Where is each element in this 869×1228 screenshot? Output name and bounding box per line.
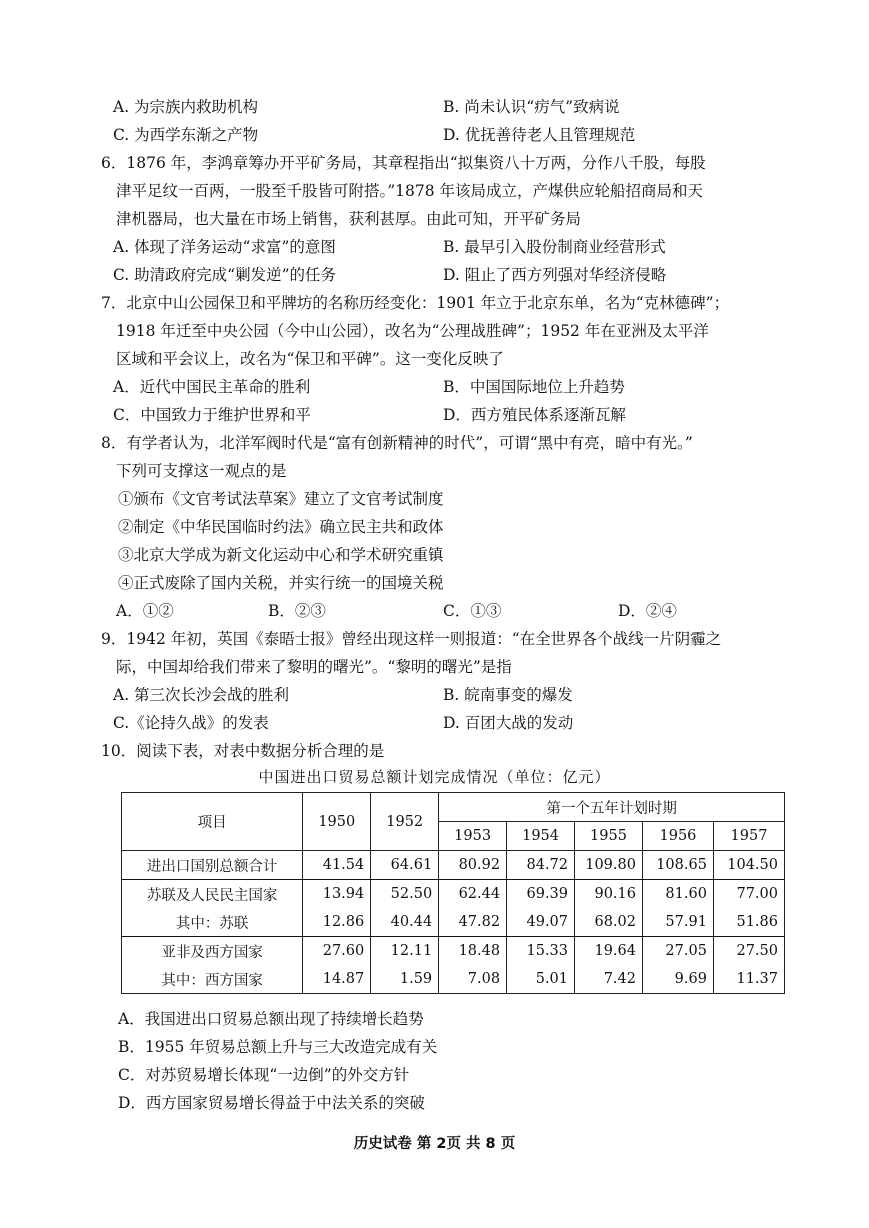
q8-item-3: ③北京大学成为新文化运动中心和学术研究重镇 — [118, 546, 444, 564]
table-cell: 90.16 — [575, 880, 643, 909]
row-label: 亚非及西方国家 — [122, 937, 303, 966]
header-year-1957: 1957 — [713, 822, 784, 851]
table-cell: 68.02 — [575, 908, 643, 937]
q8-item-4: ④正式废除了国内关税，并实行统一的国境关税 — [118, 574, 444, 592]
table-cell: 84.72 — [507, 851, 575, 880]
header-year-1950: 1950 — [303, 793, 371, 851]
q6-option-d: D. 阻止了西方列强对华经济侵略 — [443, 266, 667, 284]
table-cell: 40.44 — [371, 908, 439, 937]
q8-option-c: C．①③ — [443, 602, 502, 620]
table-cell: 51.86 — [713, 908, 784, 937]
q7-stem-line-3: 区域和平会议上，改名为“保卫和平碑”。这一变化反映了 — [116, 350, 504, 368]
q8-option-b: B．②③ — [268, 602, 326, 620]
header-five-year-plan: 第一个五年计划时期 — [439, 793, 785, 822]
q7-option-c: C．中国致力于维护世界和平 — [113, 406, 311, 424]
q9-option-d: D. 百团大战的发动 — [443, 714, 574, 732]
table-cell: 5.01 — [507, 965, 575, 994]
table-cell: 27.05 — [642, 937, 713, 966]
table-caption: 中国进出口贸易总额计划完成情况（单位：亿元） — [258, 768, 611, 786]
header-year-1954: 1954 — [507, 822, 575, 851]
table-row — [122, 937, 785, 966]
header-year-1952: 1952 — [371, 793, 439, 851]
q10-option-b: B．1955 年贸易总额上升与三大改造完成有关 — [118, 1038, 438, 1056]
table-cell: 7.08 — [439, 965, 507, 994]
q9-option-c: C.《论持久战》的发表 — [113, 714, 269, 732]
q5-option-d: D. 优抚善待老人且管理规范 — [443, 126, 636, 144]
row-label: 苏联及人民民主国家 — [122, 880, 303, 909]
table-cell: 69.39 — [507, 880, 575, 909]
table-cell: 13.94 — [303, 880, 371, 909]
table-cell: 19.64 — [575, 937, 643, 966]
q5-option-c: C. 为西学东渐之产物 — [113, 126, 259, 144]
table-cell: 108.65 — [642, 851, 713, 880]
header-year-1955: 1955 — [575, 822, 643, 851]
table-cell: 77.00 — [713, 880, 784, 909]
table-cell: 11.37 — [713, 965, 784, 994]
table-cell: 57.91 — [642, 908, 713, 937]
q7-stem-line-1: 7．北京中山公园保卫和平牌坊的名称历经变化：1901 年立于北京东单，名为“克林德碑”； — [101, 294, 730, 312]
q10-option-c: C．对苏贸易增长体现“一边倒”的外交方针 — [118, 1066, 410, 1084]
table-cell: 1.59 — [371, 965, 439, 994]
table-cell: 62.44 — [439, 880, 507, 909]
q10-stem: 10．阅读下表，对表中数据分析合理的是 — [101, 742, 385, 760]
table-cell: 14.87 — [303, 965, 371, 994]
table-cell: 18.48 — [439, 937, 507, 966]
q10-option-a: A．我国进出口贸易总额出现了持续增长趋势 — [118, 1010, 424, 1028]
q8-option-d: D．②④ — [618, 602, 677, 620]
table-cell: 12.11 — [371, 937, 439, 966]
table-row — [122, 880, 785, 909]
table-cell: 80.92 — [439, 851, 507, 880]
table-cell: 81.60 — [642, 880, 713, 909]
q9-stem-line-2: 际，中国却给我们带来了黎明的曙光”。“黎明的曙光”是指 — [116, 658, 512, 676]
header-year-1953: 1953 — [439, 822, 507, 851]
q8-stem-line-1: 8．有学者认为，北洋军阀时代是“富有创新精神的时代”，可谓“黑中有亮，暗中有光。” — [101, 434, 693, 452]
row-label: 进出口国别总额合计 — [122, 851, 303, 880]
q7-option-b: B．中国国际地位上升趋势 — [443, 378, 625, 396]
table-row — [122, 965, 785, 994]
table-cell: 27.60 — [303, 937, 371, 966]
table-cell: 52.50 — [371, 880, 439, 909]
row-label: 其中：苏联 — [122, 908, 303, 937]
table-cell: 64.61 — [371, 851, 439, 880]
table-cell: 104.50 — [713, 851, 784, 880]
q5-option-a: A. 为宗族内救助机构 — [113, 98, 259, 116]
q9-option-a: A. 第三次长沙会战的胜利 — [113, 686, 290, 704]
table-cell: 15.33 — [507, 937, 575, 966]
table-row — [122, 908, 785, 937]
q9-option-b: B. 皖南事变的爆发 — [443, 686, 573, 704]
q6-option-a: A. 体现了洋务运动“求富”的意图 — [113, 238, 336, 256]
table-cell: 27.50 — [713, 937, 784, 966]
page-footer: 历史试卷 第 2页 共 8 页 — [353, 1136, 516, 1152]
q7-option-d: D．西方殖民体系逐渐瓦解 — [443, 406, 626, 424]
q6-stem-line-3: 津机器局，也大量在市场上销售，获利甚厚。由此可知，开平矿务局 — [116, 210, 582, 228]
header-item: 项目 — [122, 793, 303, 851]
q8-item-1: ①颁布《文官考试法草案》建立了文官考试制度 — [118, 490, 444, 508]
trade-table — [121, 792, 785, 994]
q8-option-a: A．①② — [116, 602, 174, 620]
q8-item-2: ②制定《中华民国临时约法》确立民主共和政体 — [118, 518, 444, 536]
q9-stem-line-1: 9．1942 年初，英国《泰晤士报》曾经出现这样一则报道：“在全世界各个战线一片阴霾之 — [101, 630, 722, 648]
q6-option-b: B. 最早引入股份制商业经营形式 — [443, 238, 666, 256]
table-row — [122, 851, 785, 880]
q6-option-c: C. 助清政府完成“剿发逆”的任务 — [113, 266, 337, 284]
table-cell: 7.42 — [575, 965, 643, 994]
row-label: 其中：西方国家 — [122, 965, 303, 994]
table-cell: 9.69 — [642, 965, 713, 994]
q6-stem-line-2: 津平足纹一百两，一股至千股皆可附搭。”1878 年该局成立，产煤供应轮船招商局和天 — [116, 182, 704, 200]
q6-stem-line-1: 6．1876 年，李鸿章筹办开平矿务局，其章程指出“拟集资八十万两，分作八千股，每股 — [101, 154, 706, 172]
q7-stem-line-2: 1918 年迁至中央公园（今中山公园），改名为“公理战胜碑”；1952 年在亚洲及太平洋 — [116, 322, 709, 340]
table-cell: 49.07 — [507, 908, 575, 937]
q10-option-d: D．西方国家贸易增长得益于中法关系的突破 — [118, 1094, 425, 1112]
table-cell: 12.86 — [303, 908, 371, 937]
q7-option-a: A．近代中国民主革命的胜利 — [113, 378, 311, 396]
q5-option-b: B. 尚未认识“疠气”致病说 — [443, 98, 620, 116]
table-cell: 41.54 — [303, 851, 371, 880]
q8-stem-line-2: 下列可支撑这一观点的是 — [116, 462, 287, 480]
table-cell: 109.80 — [575, 851, 643, 880]
table-cell: 47.82 — [439, 908, 507, 937]
header-year-1956: 1956 — [642, 822, 713, 851]
